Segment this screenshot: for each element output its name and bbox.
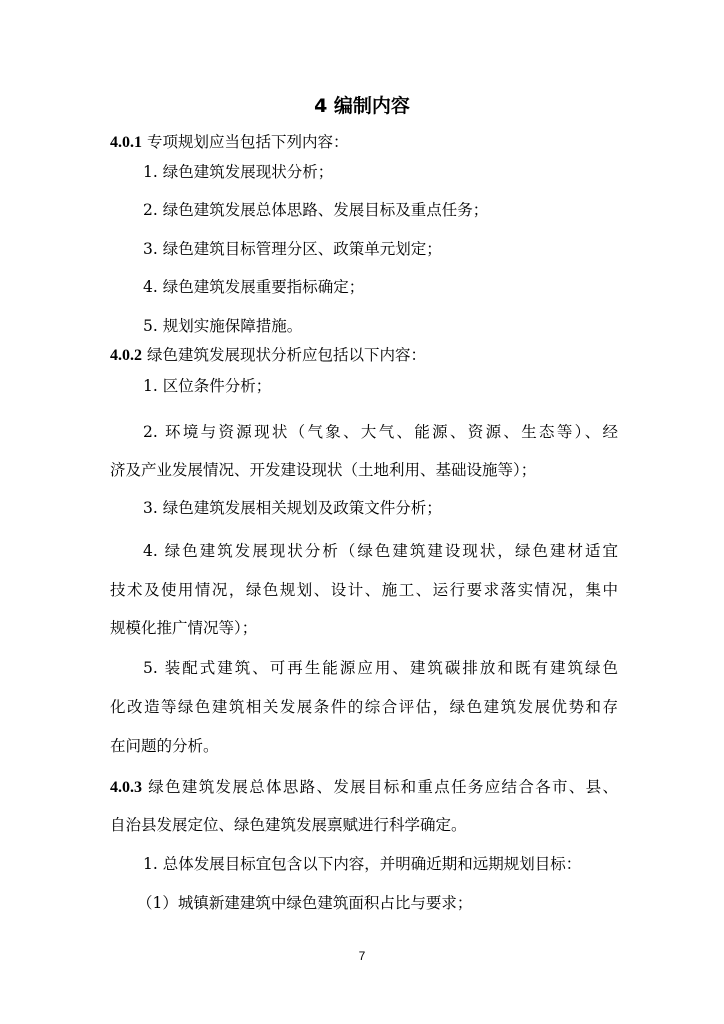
section-intro: 绿色建筑发展总体思路、发展目标和重点任务应结合各市、县、 [148,778,618,796]
list-item-continuation: 在问题的分析。 [110,737,219,755]
section-intro: 绿色建筑发展现状分析应包括以下内容： [146,346,426,364]
list-item: 4. 绿色建筑发展现状分析（绿色建筑建设现状，绿色建材适宜 [143,542,618,560]
section-number: 4.0.2 [110,347,142,364]
list-item: 2. 环境与资源现状（气象、大气、能源、资源、生态等）、经 [143,423,618,441]
list-item: 5. 规划实施保障措施。 [143,317,303,335]
list-item: 3. 绿色建筑目标管理分区、政策单元划定； [143,240,442,258]
list-item-continuation: 济及产业发展情况、开发建设现状（土地利用、基础设施等）； [110,461,537,479]
list-subitem: （1）城镇新建建筑中绿色建筑面积占比与要求； [137,894,473,912]
list-item: 5. 装配式建筑、可再生能源应用、建筑碳排放和既有建筑绿色 [143,659,618,677]
section-continuation: 自治县发展定位、绿色建筑发展禀赋进行科学确定。 [110,816,467,834]
list-item-continuation: 技术及使用情况，绿色规划、设计、施工、运行要求落实情况，集中 [110,581,618,599]
list-item: 1. 区位条件分析； [143,377,272,395]
list-item-continuation: 规模化推广情况等）； [110,619,258,637]
list-item: 4. 绿色建筑发展重要指标确定； [143,278,365,296]
page-number: 7 [358,949,366,963]
list-item: 1. 绿色建筑发展现状分析； [143,163,334,181]
section-number: 4.0.3 [110,779,142,796]
section-4-0-3-heading [110,777,618,798]
chapter-heading: 4 编制内容 [314,95,410,117]
section-intro: 专项规划应当包括下列内容： [146,133,349,151]
list-item: 1. 总体发展目标宜包含以下内容，并明确近期和远期规划目标： [143,855,582,873]
list-item-continuation: 化改造等绿色建筑相关发展条件的综合评估，绿色建筑发展优势和存 [110,698,618,716]
list-item: 3. 绿色建筑发展相关规划及政策文件分析； [143,499,442,517]
section-4-0-1-heading [110,132,618,153]
list-item: 2. 绿色建筑发展总体思路、发展目标及重点任务； [143,201,489,219]
section-number: 4.0.1 [110,134,142,151]
section-4-0-2-heading [110,345,618,366]
